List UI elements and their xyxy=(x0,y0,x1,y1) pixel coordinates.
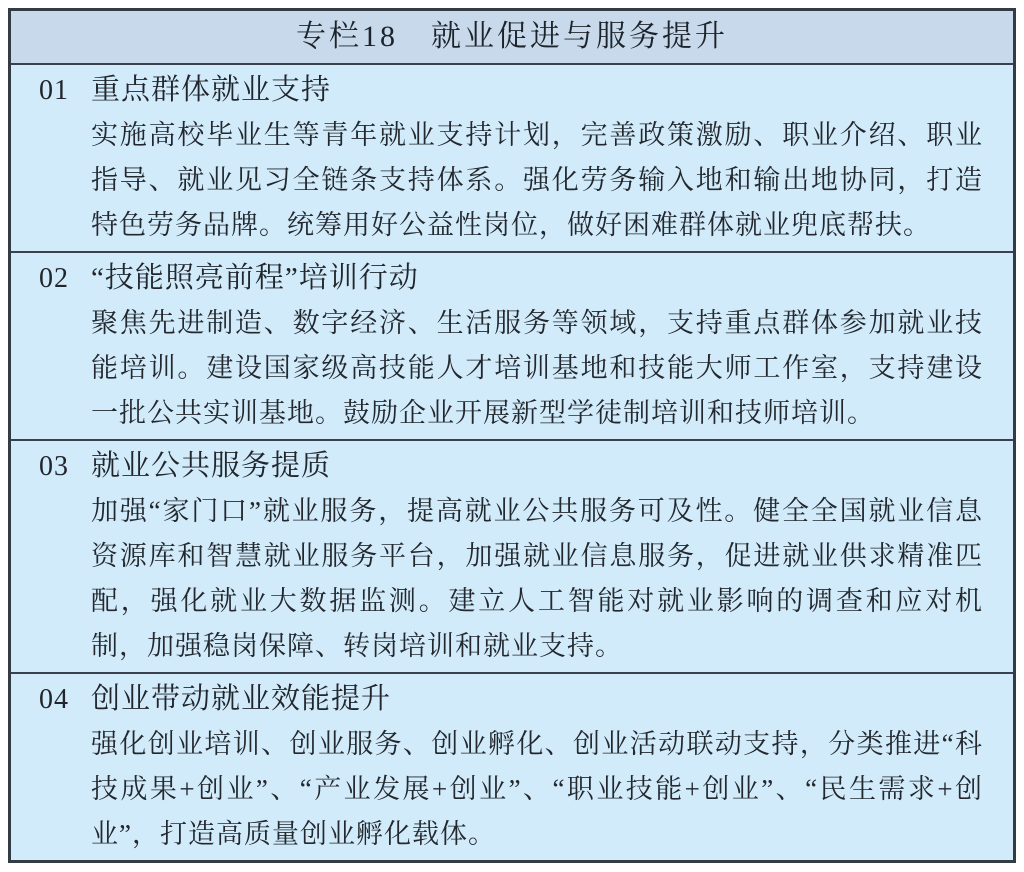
section-number: 04 xyxy=(39,684,69,715)
section-body: 加强“家门口”就业服务，提高就业公共服务可及性。健全全国就业信息资源库和智慧就业服务平台，加强就业信息服务，促进就业供求精准匹配，强化就业大数据监测。建立人工智能对就业影响的调查和应对机制，加强稳岗保障、转岗培训和就业支持。 xyxy=(91,496,983,661)
section-number: 01 xyxy=(39,75,69,106)
section-heading xyxy=(39,68,983,113)
section-number: 03 xyxy=(39,451,69,482)
section-heading xyxy=(39,256,983,301)
section-body: 实施高校毕业生等青年就业支持计划，完善政策激励、职业介绍、职业指导、就业见习全链条支持体系。强化劳务输入地和输出地协同，打造特色劳务品牌。统筹用好公益性岗位，做好困难群体就业兜底帮扶。 xyxy=(91,120,983,240)
section-body: 强化创业培训、创业服务、创业孵化、创业活动联动支持，分类推进“科技成果+创业”、“产业发展+创业”、“职业技能+创业”、“民生需求+创业”，打造高质量创业孵化载体。 xyxy=(91,729,983,849)
section-04 xyxy=(11,672,1013,860)
section-body: 聚焦先进制造、数字经济、生活服务等领域，支持重点群体参加就业技能培训。建设国家级高技能人才培训基地和技能大师工作室，支持建设一批公共实训基地。鼓励企业开展新型学徒制培训和技师培训。 xyxy=(91,308,983,428)
column-panel xyxy=(8,8,1016,863)
section-heading xyxy=(39,677,983,722)
section-02 xyxy=(11,251,1013,439)
section-03 xyxy=(11,439,1013,672)
section-title: “技能照亮前程”培训行动 xyxy=(91,262,419,294)
section-title: 就业公共服务提质 xyxy=(91,450,332,482)
section-01 xyxy=(11,65,1013,251)
section-title: 创业带动就业效能提升 xyxy=(91,683,392,715)
panel-title: 专栏18 就业促进与服务提升 xyxy=(11,11,1013,65)
section-title: 重点群体就业支持 xyxy=(91,74,332,106)
section-heading xyxy=(39,444,983,489)
section-number: 02 xyxy=(39,263,69,294)
